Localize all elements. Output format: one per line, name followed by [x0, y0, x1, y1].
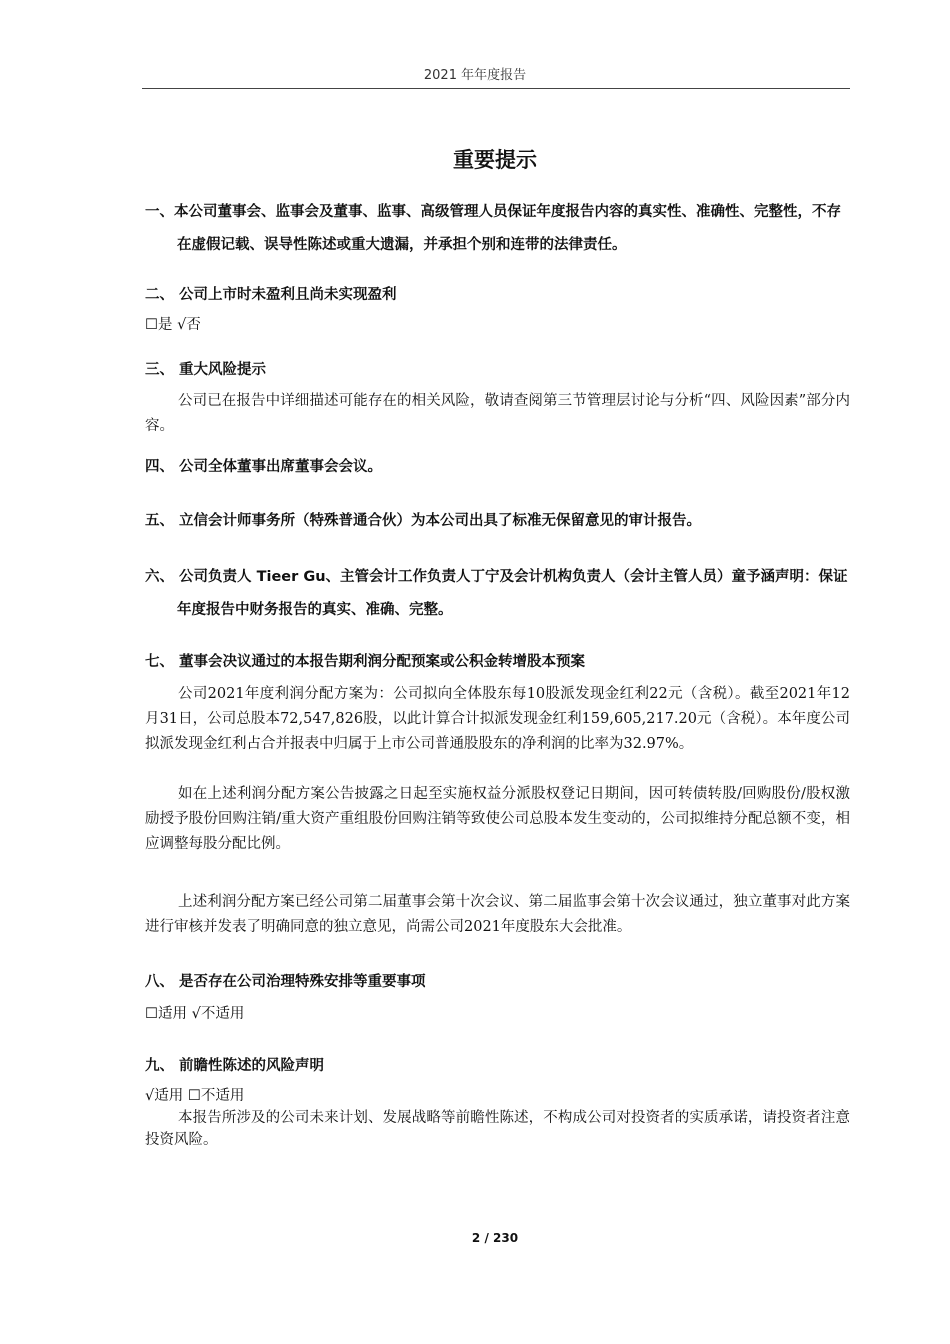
page-number: 2 / 230: [471, 1231, 519, 1245]
item-8-options: ☐适用 √不适用: [145, 1006, 245, 1022]
item-7-paragraph-2: 如在上述利润分配方案公告披露之日起至实施权益分派股权登记日期间，因可转债转股/回购股份/股权激励授予股份回购注销/重大资产重组股份回购注销等致使公司总股本发生变动的，公司拟维持分配总额不变，相应调整每股分配比例。: [145, 786, 850, 852]
item-1-text: 一、本公司董事会、监事会及董事、监事、高级管理人员保证年度报告内容的真实性、准确性、完整性，不存在虚假记载、误导性陈述或重大遗漏，并承担个别和连带的法律责任。: [145, 204, 841, 253]
item-9-body: 本报告所涉及的公司未来计划、发展战略等前瞻性陈述，不构成公司对投资者的实质承诺，请投资者注意投资风险。: [145, 1110, 850, 1148]
item-9-options: √适用 ☐不适用: [145, 1088, 245, 1104]
item-2-heading: 二、 公司上市时未盈利且尚未实现盈利: [145, 287, 397, 303]
item-7-paragraph-3: 上述利润分配方案已经公司第二届董事会第十次会议、第二届监事会第十次会议通过，独立董事对此方案进行审核并发表了明确同意的独立意见，尚需公司2021年度股东大会批准。: [145, 894, 850, 935]
item-2-options: ☐是 √否: [145, 317, 201, 333]
item-7-paragraph-1: 公司2021年度利润分配方案为：公司拟向全体股东每10股派发现金红利22元（含税）。截至2021年12月31日，公司总股本72,547,826股，以此计算合计拟派发现金红利159,605,217.20元（含税）。本年度公司拟派发现金红利占合并报表中归属于上市公司普通股股东的净利润的比率为32.97%。: [145, 686, 850, 752]
running-header: 2021 年年度报告: [423, 68, 527, 83]
item-5-text: 五、 立信会计师事务所（特殊普通合伙）为本公司出具了标准无保留意见的审计报告。: [145, 513, 702, 529]
item-3-heading: 三、 重大风险提示: [145, 362, 267, 378]
item-7-heading: 七、 董事会决议通过的本报告期利润分配预案或公积金转增股本预案: [145, 654, 586, 670]
page-title: 重要提示: [453, 148, 537, 172]
item-8-heading: 八、 是否存在公司治理特殊安排等重要事项: [145, 974, 426, 990]
item-3-body: 公司已在报告中详细描述可能存在的相关风险，敬请查阅第三节管理层讨论与分析“四、风险因素”部分内容。: [145, 393, 850, 434]
item-4-text: 四、 公司全体董事出席董事会会议。: [145, 459, 383, 475]
item-6-text: 六、 公司负责人 Tieer Gu、主管会计工作负责人丁宁及会计机构负责人（会计主管人员）童予涵声明：保证年度报告中财务报告的真实、准确、完整。: [145, 569, 848, 618]
header-divider: [142, 88, 850, 89]
item-9-heading: 九、 前瞻性陈述的风险声明: [145, 1058, 325, 1074]
